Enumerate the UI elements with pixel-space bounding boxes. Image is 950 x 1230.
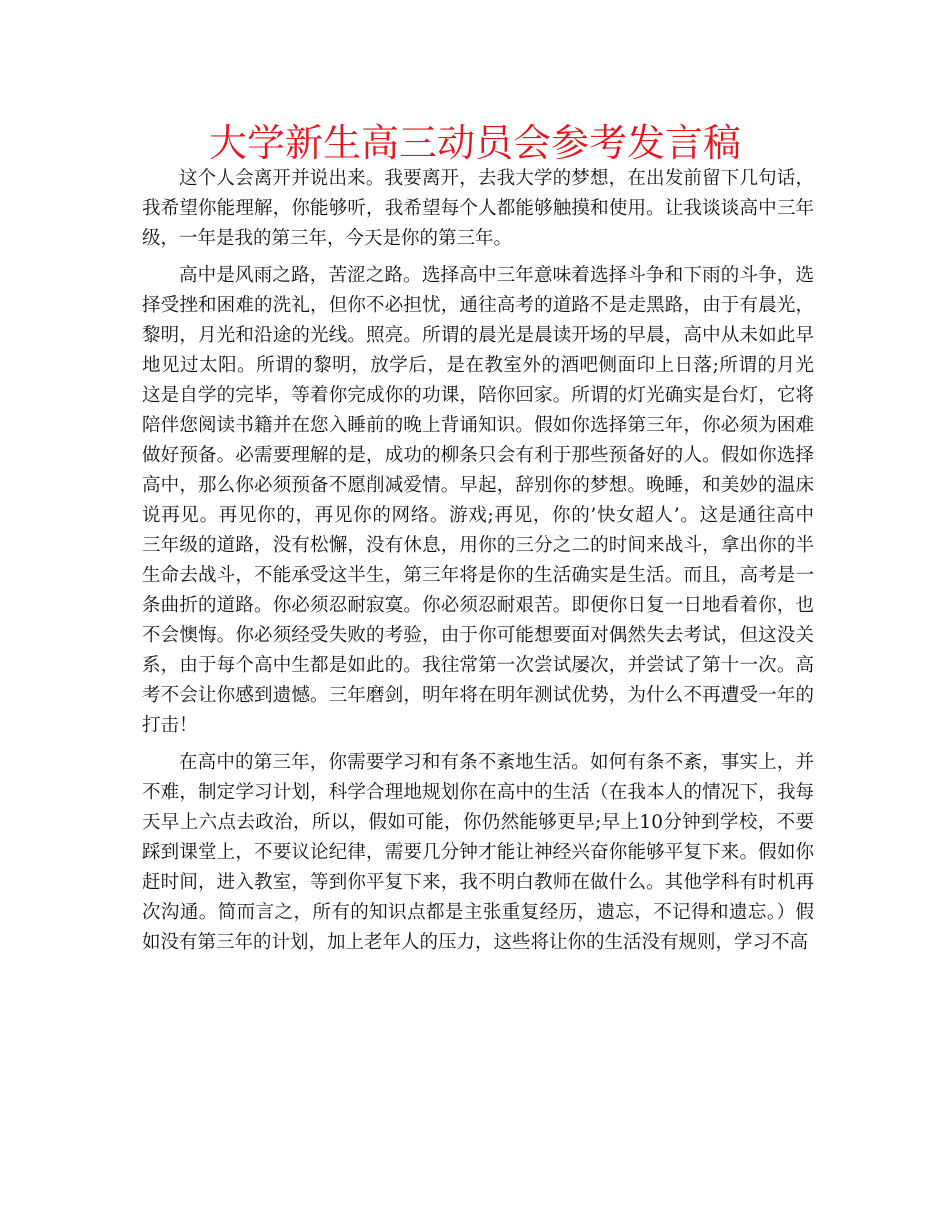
paragraph-line: 这个人会离开并说出来。我要离开，去我大学的梦想，在出发前留下几句话， xyxy=(179,168,814,189)
document-title: 大学新生高三动员会参考发言稿 xyxy=(208,121,741,165)
paragraph-line: 地见过太阳。所谓的黎明，放学后，是在教室外的酒吧侧面印上日落;所谓的月光 xyxy=(142,355,814,376)
paragraph-line: 次沟通。简而言之，所有的知识点都是主张重复经历，遗忘，不记得和遗忘。）假 xyxy=(142,902,814,923)
paragraph xyxy=(142,748,814,958)
paragraph-line: 黎明，月光和沿途的光线。照亮。所谓的晨光是晨读开场的早晨，高中从未如此早 xyxy=(142,325,814,346)
paragraph-line: 高中是风雨之路，苦涩之路。选择高中三年意味着选择斗争和下雨的斗争，选 xyxy=(179,265,814,286)
paragraph-line: 不难，制定学习计划，科学合理地规划你在高中的生活（在我本人的情况下，我每 xyxy=(142,782,814,803)
paragraph-line: 打击！ xyxy=(142,715,198,736)
paragraph-line: 如没有第三年的计划，加上老年人的压力，这些将让你的生活没有规则，学习不高 xyxy=(142,932,809,953)
paragraph-line: 级，一年是我的第三年，今天是你的第三年。 xyxy=(142,228,513,249)
paragraph-line: 在高中的第三年，你需要学习和有条不紊地生活。如何有条不紊，事实上，并 xyxy=(179,752,814,773)
paragraph-line: 高中，那么你必须预备不愿削减爱情。早起，辞别你的梦想。晚睡，和美妙的温床 xyxy=(142,475,814,496)
paragraph-line: 踩到课堂上，不要议论纪律，需要几分钟才能让神经兴奋你能够平复下来。假如你 xyxy=(142,842,814,863)
paragraph-line: 不会懊悔。你必须经受失败的考验，由于你可能想要面对偶然失去考试，但这没关 xyxy=(142,625,814,646)
paragraph xyxy=(142,261,814,741)
paragraph-line: 天早上六点去政治，所以，假如可能，你仍然能够更早;早上10分钟到学校，不要 xyxy=(142,812,814,833)
paragraph-line: 择受挫和困难的洗礼，但你不必担忧，通往高考的道路不是走黑路，由于有晨光， xyxy=(142,295,814,316)
paragraph-line: 系，由于每个高中生都是如此的。我往常第一次尝试屡次，并尝试了第十一次。高 xyxy=(142,655,814,676)
paragraph-line: 这是自学的完毕，等着你完成你的功课，陪你回家。所谓的灯光确实是台灯，它将 xyxy=(142,385,814,406)
paragraph xyxy=(142,164,814,254)
paragraph-line: 说再见。再见你的，再见你的网络。游戏;再见，你的’快女超人’。这是通往高中 xyxy=(142,505,814,526)
paragraph-line: 我希望你能理解，你能够听，我希望每个人都能够触摸和使用。让我谈谈高中三年 xyxy=(142,198,814,219)
paragraph-line: 生命去战斗，不能承受这半生，第三年将是你的生活确实是生活。而且，高考是一 xyxy=(142,565,814,586)
paragraph-line: 赶时间，进入教室，等到你平复下来，我不明白教师在做什么。其他学科有时机再 xyxy=(142,872,814,893)
paragraph-line: 陪伴您阅读书籍并在您入睡前的晚上背诵知识。假如你选择第三年，你必须为困难 xyxy=(142,415,814,436)
paragraph-line: 条曲折的道路。你必须忍耐寂寞。你必须忍耐艰苦。即便你日复一日地看着你，也 xyxy=(142,595,814,616)
paragraph-line: 三年级的道路，没有松懈，没有休息，用你的三分之二的时间来战斗，拿出你的半 xyxy=(142,535,814,556)
paragraph-line: 考不会让你感到遗憾。三年磨剑，明年将在明年测试优势，为什么不再遭受一年的 xyxy=(142,685,814,706)
paragraph-line: 做好预备。必需要理解的是，成功的柳条只会有利于那些预备好的人。假如你选择 xyxy=(142,445,814,466)
document-body xyxy=(142,164,814,965)
